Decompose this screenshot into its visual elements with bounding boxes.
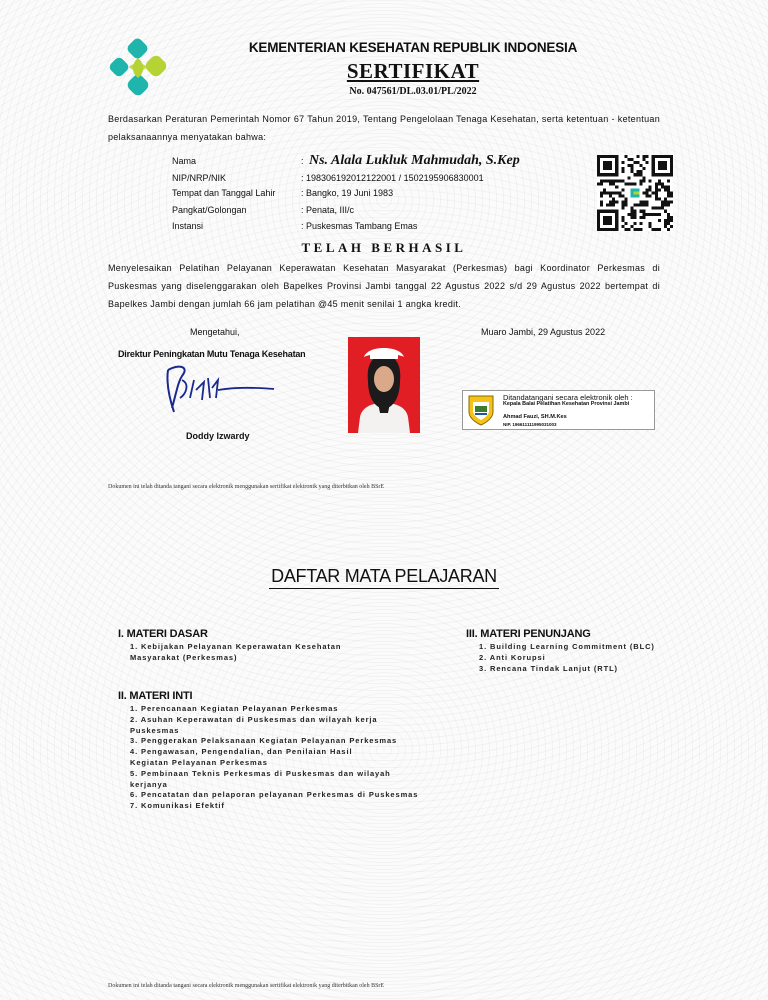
qr-code-icon [597, 155, 673, 231]
institution-value: : Puskesmas Tambang Emas [301, 221, 418, 231]
subject-list-title-text: DAFTAR MATA PELAJARAN [269, 566, 499, 589]
list-item: 5. Pembinaan Teknis Perkesmas di Puskesmas dan wilayah kerjanya [130, 768, 391, 789]
section-core-title: II. MATERI INTI [118, 690, 193, 702]
esign-caption: Ditandatangani secara elektronik oleh : [503, 393, 633, 402]
success-heading: TELAH BERHASIL [301, 240, 467, 255]
list-item: 2. Asuhan Keperawatan di Puskesmas dan wilayah kerja Puskesmas [130, 714, 378, 735]
list-item: 3. Penggerakan Pelaksanaan Kegiatan Pelayanan Perkesmas [130, 736, 398, 746]
list-item: 3. Rencana Tindak Lanjut (RTL) [479, 663, 618, 673]
section-basic-title: I. MATERI DASAR [118, 628, 208, 640]
place-date: Muaro Jambi, 29 Agustus 2022 [481, 327, 606, 337]
list-item: 1. Perencanaan Kegiatan Pelayanan Perkesmas [130, 704, 339, 713]
birth-label: Tempat dan Tanggal Lahir [172, 188, 276, 198]
list-item: 1. Building Learning Commitment (BLC) [479, 642, 655, 651]
director-name: Doddy Izwardy [186, 431, 250, 441]
recipient-photo [348, 337, 420, 433]
intro-paragraph: Berdasarkan Peraturan Pemerintah Nomor 67 Tahun 2019, Tentang Pengelolaan Tenaga Kesehatan, serta ketentuan - ketentuan pelaksanaannya menyatakan bahwa: [108, 114, 660, 142]
list-item: 4. Pengawasan, Pengendalian, dan Penilaian Hasil Kegiatan Pelayanan Perkesmas [130, 747, 353, 767]
director-title: Direktur Peningkatan Mutu Tenaga Kesehatan [118, 349, 306, 359]
esign-signer-title: Kepala Balai Pelatihan Kesehatan Provinsi Jambi [503, 401, 630, 407]
esign-signer-nip: NIP. 196611111995031003 [503, 422, 557, 427]
birth-value: : Bangko, 19 Juni 1983 [301, 188, 394, 198]
certificate-title: SERTIFIKAT [346, 59, 480, 83]
name-label: Nama [172, 156, 197, 166]
ministry-name: KEMENTERIAN KESEHATAN REPUBLIK INDONESIA [248, 40, 578, 55]
institution-label: Instansi [172, 221, 204, 231]
name-colon: : [301, 156, 304, 166]
certificate-number: No. 047561/DL.03.01/PL/2022 [349, 86, 477, 97]
rank-value: : Penata, III/c [301, 205, 355, 215]
jambi-province-emblem-icon [467, 394, 495, 426]
rank-label: Pangkat/Golongan [172, 205, 247, 215]
nip-label: NIP/NRP/NIK [172, 173, 227, 183]
bsre-footnote: Dokumen ini telah ditanda tangani secara elektronik menggunakan sertifikat elektronik yang diterbitkan oleh BSrE [108, 484, 385, 490]
subject-list-title [0, 566, 768, 587]
section-core-list [130, 704, 420, 812]
completion-paragraph: Menyelesaikan Pelatihan Pelayanan Keperawatan Kesehatan Masyarakat (Perkesmas) bagi Koordinator Perkesmas di Puskesmas yang diselenggarakan oleh Bapelkes Provinsi Jambi tanggal 22 Agustus 2022 s/d 29 Agustus 2022 bertempat di Bapelkes Jambi dengan jumlah 66 jam pelatihan @45 menit senilai 1 angka kredit. [108, 263, 660, 309]
list-item: 1. Kebijakan Pelayanan Keperawatan Kesehatan Masyarakat (Perkesmas) [130, 642, 342, 662]
handwritten-signature-icon [160, 360, 280, 422]
section-support-list [479, 642, 679, 674]
esign-signer-name: Ahmad Fauzi, SH.M.Kes [503, 414, 567, 420]
nip-value: : 198306192012122001 / 1502195906830001 [301, 173, 484, 183]
section-support-title: III. MATERI PENUNJANG [466, 628, 591, 640]
list-item: 6. Pencatatan dan pelaporan pelayanan Perkesmas di Puskesmas [130, 790, 419, 800]
bsre-footnote-page2: Dokumen ini telah ditanda tangani secara elektronik menggunakan sertifikat elektronik yang diterbitkan oleh BSrE [108, 983, 385, 989]
acknowledged-label: Mengetahui, [190, 327, 240, 337]
recipient-name: Ns. Alala Lukluk Mahmudah, S.Kep [309, 153, 520, 168]
electronic-signature-box [462, 390, 655, 430]
list-item: 7. Komunikasi Efektif [130, 801, 225, 811]
list-item: 2. Anti Korupsi [479, 652, 546, 662]
section-basic-list [130, 642, 385, 664]
